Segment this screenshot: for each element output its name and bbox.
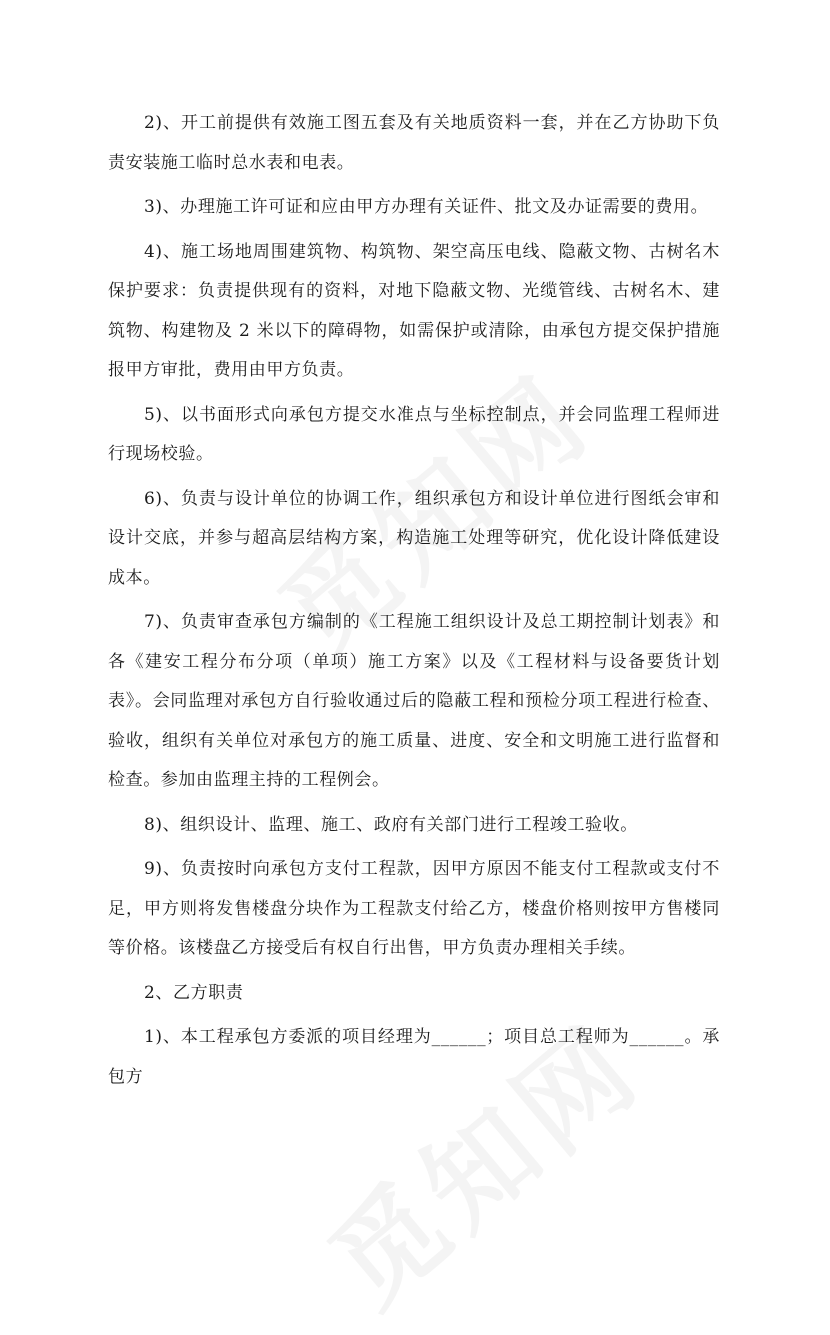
paragraph: 1)、本工程承包方委派的项目经理为______；项目总工程师为______。承包方 — [108, 1027, 720, 1087]
paragraph: 5)、以书面形式向承包方提交水准点与坐标控制点，并会同监理工程师进行现场校验。 — [108, 404, 720, 464]
paragraph: 3)、办理施工许可证和应由甲方办理有关证件、批文及办证需要的费用。 — [144, 197, 709, 217]
section-heading: 2、乙方职责 — [144, 982, 244, 1003]
paragraph: 6)、负责与设计单位的协调工作，组织承包方和设计单位进行图纸会审和设计交底，并参与超高层结构方案，构造施工处理等研究，优化设计降低建设成本。 — [108, 488, 720, 588]
paragraph: 2)、开工前提供有效施工图五套及有关地质资料一套，并在乙方协助下负责安装施工临时总水表和电表。 — [108, 113, 720, 173]
paragraph: 9)、负责按时向承包方支付工程款，因甲方原因不能支付工程款或支付不足，甲方则将发售楼盘分块作为工程款支付给乙方，楼盘价格则按甲方售楼同等价格。该楼盘乙方接受后有权自行出售，甲方负责办理相关手续。 — [108, 859, 720, 958]
paragraph: 7)、负责审查承包方编制的《工程施工组织设计及总工期控制计划表》和各《建安工程分布分项（单项）施工方案》以及《工程材料与设备要货计划表》。会同监理对承包方自行验收通过后的隐蔽工程和预检分项工程进行检查、验收，组织有关单位对承包方的施工质量、进度、安全和文明施工进行监督和检查。参加由监理主持的工程例会。 — [108, 612, 720, 790]
paragraph: 4)、施工场地周围建筑物、构筑物、架空高压电线、隐蔽文物、古树名木保护要求：负责提供现有的资料，对地下隐蔽文物、光缆管线、古树名木、建筑物、构建物及 2 米以下的障碍物，如需保护或清除，由承包方提交保护措施报甲方审批，费用由甲方负责。 — [108, 241, 720, 380]
paragraph: 8)、组织设计、监理、施工、政府有关部门进行工程竣工验收。 — [144, 814, 638, 835]
document-body — [108, 104, 720, 1102]
